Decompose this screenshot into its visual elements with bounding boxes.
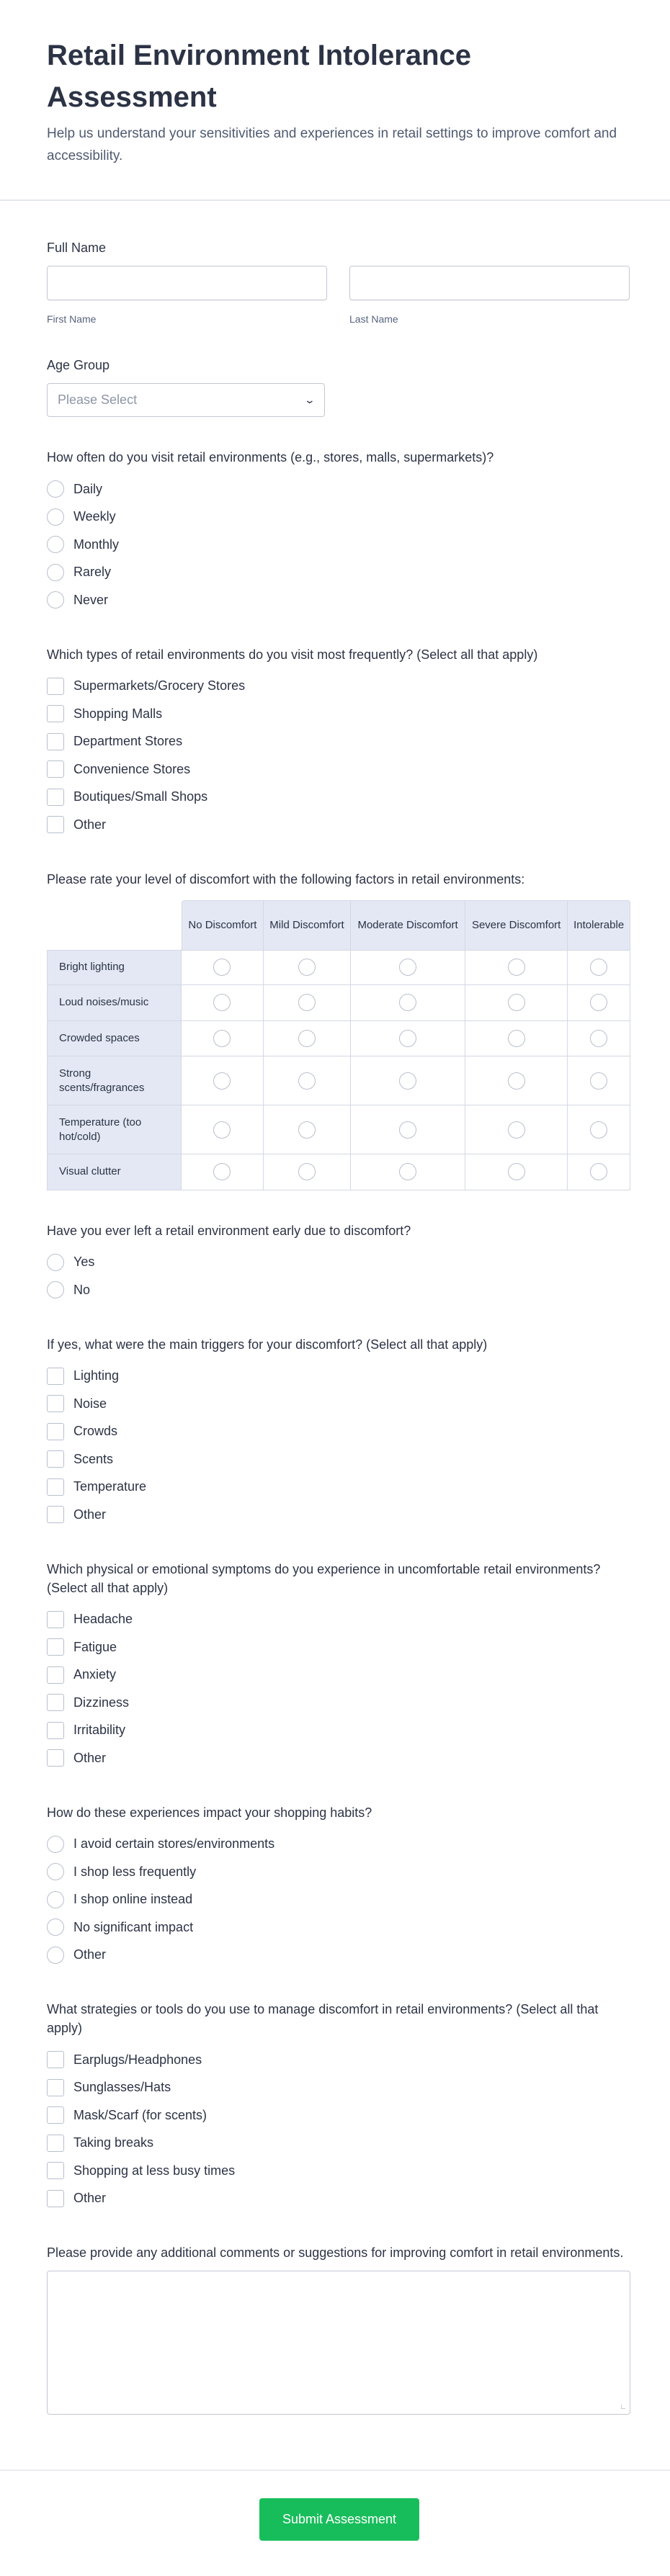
checkbox-option[interactable] <box>47 1501 630 1529</box>
checkbox[interactable] <box>47 705 64 722</box>
checkbox-option[interactable] <box>47 2157 630 2185</box>
radio-button[interactable] <box>47 1918 64 1936</box>
checkbox-option[interactable] <box>47 1633 630 1661</box>
option-label: Shopping Malls <box>73 706 163 721</box>
checkbox-option[interactable] <box>47 673 630 701</box>
matrix-cell[interactable] <box>568 1105 630 1154</box>
checkbox[interactable] <box>47 1749 64 1767</box>
radio-button[interactable] <box>399 994 416 1011</box>
radio-button[interactable] <box>298 1163 316 1180</box>
checkbox-option[interactable] <box>47 2074 630 2102</box>
checkbox[interactable] <box>47 1478 64 1496</box>
matrix-cell[interactable] <box>264 1021 351 1057</box>
option-label: Taking breaks <box>73 2135 154 2150</box>
matrix-corner <box>47 900 182 950</box>
radio-button[interactable] <box>590 1163 607 1180</box>
full-name-field <box>47 238 630 325</box>
page-subtitle: Help us understand your sensitivities and experiences in retail settings to improve comfort and accessibility. <box>47 126 617 163</box>
matrix-cell[interactable] <box>568 1021 630 1057</box>
option-label: Boutiques/Small Shops <box>73 789 208 804</box>
checkbox-option[interactable] <box>47 1717 630 1745</box>
checkbox-option[interactable] <box>47 2101 630 2130</box>
checkbox-option[interactable] <box>47 1661 630 1689</box>
question-label: Have you ever left a retail environment early due to discomfort? <box>47 1223 411 1238</box>
age-group-field <box>47 356 630 417</box>
matrix-column-header: Moderate Discomfort <box>351 900 465 950</box>
option-label: Other <box>73 1507 107 1522</box>
checkbox-option[interactable] <box>47 700 630 728</box>
matrix-cell[interactable] <box>465 1154 568 1190</box>
radio-option[interactable] <box>47 475 630 503</box>
radio-button[interactable] <box>213 1072 231 1090</box>
matrix-cell[interactable] <box>351 1105 465 1154</box>
frequency-question <box>47 448 630 614</box>
checkbox[interactable] <box>47 1638 64 1656</box>
radio-option[interactable] <box>47 1249 630 1277</box>
radio-button[interactable] <box>399 1072 416 1090</box>
comments-field <box>47 2243 630 2415</box>
radio-button[interactable] <box>508 994 525 1011</box>
checkbox[interactable] <box>47 1395 64 1412</box>
page-title: Retail Environment Intolerance Assessment <box>47 40 472 113</box>
radio-button[interactable] <box>47 564 64 581</box>
chevron-down-icon: ⌄ <box>303 394 316 405</box>
matrix-cell[interactable] <box>568 1056 630 1105</box>
checkbox-option[interactable] <box>47 811 630 839</box>
matrix-row <box>47 1056 630 1105</box>
radio-button[interactable] <box>508 1072 525 1090</box>
matrix-row <box>47 1105 630 1154</box>
discomfort-matrix <box>47 900 630 1190</box>
radio-option[interactable] <box>47 1276 630 1304</box>
checkbox[interactable] <box>47 760 64 778</box>
option-label: Department Stores <box>73 734 183 749</box>
radio-button[interactable] <box>213 959 231 976</box>
comments-label: Please provide any additional comments or suggestions for improving comfort in retail environments. <box>47 2245 624 2260</box>
checkbox[interactable] <box>47 2190 64 2207</box>
option-label: Dizziness <box>73 1695 130 1710</box>
question-label: What strategies or tools do you use to manage discomfort in retail environments? (Select all that apply) <box>47 2002 599 2035</box>
matrix-cell[interactable] <box>182 985 264 1021</box>
checkbox-option[interactable] <box>47 1363 630 1391</box>
option-label: Other <box>73 1750 107 1765</box>
radio-button[interactable] <box>508 1163 525 1180</box>
last-name-sublabel: Last Name <box>349 313 398 325</box>
radio-button[interactable] <box>47 536 64 553</box>
matrix-row <box>47 1021 630 1057</box>
submit-assessment-button[interactable]: Submit Assessment <box>259 2498 419 2541</box>
radio-button[interactable] <box>399 1163 416 1180</box>
matrix-row-label: Crowded spaces <box>47 1021 182 1057</box>
option-label: Other <box>73 817 107 832</box>
matrix-cell[interactable] <box>351 985 465 1021</box>
matrix-column-header: Severe Discomfort <box>465 900 568 950</box>
checkbox-option[interactable] <box>47 728 630 756</box>
matrix-cell[interactable] <box>182 1056 264 1105</box>
checkbox[interactable] <box>47 1722 64 1739</box>
option-label: Anxiety <box>73 1667 117 1682</box>
checkbox[interactable] <box>47 2106 64 2124</box>
first-name-input[interactable] <box>47 266 327 300</box>
option-label: Yes <box>73 1255 95 1270</box>
matrix-cell[interactable] <box>264 985 351 1021</box>
matrix-cell[interactable] <box>351 950 465 986</box>
option-label: Headache <box>73 1612 133 1627</box>
radio-button[interactable] <box>590 1072 607 1090</box>
checkbox-option[interactable] <box>47 755 630 784</box>
radio-button[interactable] <box>508 1030 525 1047</box>
matrix-cell[interactable] <box>465 1056 568 1105</box>
option-label: Supermarkets/Grocery Stores <box>73 678 246 694</box>
option-label: I shop online instead <box>73 1892 193 1907</box>
radio-button[interactable] <box>399 959 416 976</box>
question-label: How often do you visit retail environments (e.g., stores, malls, supermarkets)? <box>47 450 494 465</box>
option-label: Other <box>73 1947 107 1962</box>
option-label: Mask/Scarf (for scents) <box>73 2107 207 2122</box>
resize-handle-icon[interactable]: ∟ <box>620 2403 627 2411</box>
full-name-label: Full Name <box>47 241 107 255</box>
radio-button[interactable] <box>47 1281 64 1298</box>
matrix-cell[interactable] <box>182 1105 264 1154</box>
option-label: I avoid certain stores/environments <box>73 1836 275 1852</box>
radio-option[interactable] <box>47 1886 630 1914</box>
radio-option[interactable] <box>47 531 630 559</box>
radio-option[interactable] <box>47 559 630 587</box>
option-label: Shopping at less busy times <box>73 2163 236 2178</box>
option-label: Earplugs/Headphones <box>73 2052 202 2067</box>
left-early-question <box>47 1221 630 1304</box>
question-label: If yes, what were the main triggers for your discomfort? (Select all that apply) <box>47 1337 488 1352</box>
option-label: Fatigue <box>73 1639 117 1654</box>
matrix-cell[interactable] <box>264 1154 351 1190</box>
checkbox[interactable] <box>47 2162 64 2179</box>
checkbox[interactable] <box>47 1450 64 1468</box>
radio-button[interactable] <box>508 959 525 976</box>
comments-textarea[interactable] <box>47 2271 630 2415</box>
matrix-cell[interactable] <box>182 1021 264 1057</box>
question-label: Which types of retail environments do you visit most frequently? (Select all that apply) <box>47 647 538 662</box>
option-label: Monthly <box>73 537 120 552</box>
radio-option[interactable] <box>47 503 630 531</box>
checkbox[interactable] <box>47 1368 64 1385</box>
matrix-cell[interactable] <box>568 1154 630 1190</box>
checkbox[interactable] <box>47 789 64 806</box>
matrix-row-label: Visual clutter <box>47 1154 182 1190</box>
radio-button[interactable] <box>590 1030 607 1047</box>
radio-option[interactable] <box>47 1913 630 1942</box>
last-name-input[interactable] <box>349 266 630 300</box>
checkbox[interactable] <box>47 1423 64 1440</box>
checkbox-option[interactable] <box>47 1689 630 1717</box>
radio-option[interactable] <box>47 586 630 614</box>
radio-option[interactable] <box>47 1831 630 1859</box>
checkbox-option[interactable] <box>47 1390 630 1418</box>
radio-option[interactable] <box>47 1858 630 1886</box>
radio-button[interactable] <box>213 994 231 1011</box>
checkbox-option[interactable] <box>47 1744 630 1772</box>
radio-button[interactable] <box>47 591 64 609</box>
matrix-row-label: Strong scents/fragrances <box>47 1056 182 1105</box>
matrix-row <box>47 1154 630 1190</box>
strategies-question <box>47 2000 630 2212</box>
option-label: No significant impact <box>73 1919 194 1934</box>
radio-button[interactable] <box>47 1947 64 1964</box>
radio-button[interactable] <box>47 1863 64 1880</box>
option-label: Crowds <box>73 1424 118 1439</box>
matrix-column-header: Intolerable <box>568 900 630 950</box>
radio-button[interactable] <box>213 1030 231 1047</box>
radio-button[interactable] <box>399 1030 416 1047</box>
radio-button[interactable] <box>213 1163 231 1180</box>
option-label: Sunglasses/Hats <box>73 2080 171 2095</box>
radio-option[interactable] <box>47 1942 630 1970</box>
checkbox[interactable] <box>47 1666 64 1684</box>
matrix-row <box>47 950 630 986</box>
radio-button[interactable] <box>298 959 316 976</box>
checkbox[interactable] <box>47 2051 64 2068</box>
radio-button[interactable] <box>213 1121 231 1139</box>
matrix-row-label: Loud noises/music <box>47 985 182 1021</box>
form-header <box>0 0 670 201</box>
age-group-placeholder: Please Select <box>58 392 138 407</box>
radio-button[interactable] <box>590 994 607 1011</box>
option-label: Convenience Stores <box>73 761 191 776</box>
matrix-column-header: No Discomfort <box>182 900 264 950</box>
matrix-row <box>47 985 630 1021</box>
first-name-sublabel: First Name <box>47 313 97 325</box>
discomfort-matrix-question <box>47 870 630 1190</box>
checkbox-option[interactable] <box>47 784 630 812</box>
matrix-cell[interactable] <box>465 950 568 986</box>
form-footer <box>0 2469 670 2576</box>
radio-button[interactable] <box>47 1836 64 1853</box>
matrix-label: Please rate your level of discomfort with the following factors in retail environments: <box>47 871 525 887</box>
radio-button[interactable] <box>298 994 316 1011</box>
matrix-cell[interactable] <box>568 950 630 986</box>
question-label: Which physical or emotional symptoms do you experience in uncomfortable retail environments? (Select all that apply) <box>47 1561 601 1595</box>
matrix-cell[interactable] <box>465 1021 568 1057</box>
impact-question <box>47 1803 630 1970</box>
matrix-cell[interactable] <box>264 1056 351 1105</box>
option-label: Scents <box>73 1451 114 1466</box>
checkbox[interactable] <box>47 2135 64 2152</box>
radio-button[interactable] <box>298 1072 316 1090</box>
checkbox-option[interactable] <box>47 1418 630 1446</box>
matrix-cell[interactable] <box>182 950 264 986</box>
matrix-row-label: Temperature (too hot/cold) <box>47 1105 182 1154</box>
matrix-cell[interactable] <box>568 985 630 1021</box>
option-label: Temperature <box>73 1479 147 1494</box>
option-label: Lighting <box>73 1368 120 1383</box>
matrix-cell[interactable] <box>182 1154 264 1190</box>
radio-button[interactable] <box>508 1121 525 1139</box>
radio-button[interactable] <box>47 508 64 526</box>
matrix-cell[interactable] <box>264 950 351 986</box>
triggers-question <box>47 1335 630 1529</box>
checkbox-option[interactable] <box>47 2130 630 2158</box>
age-group-select[interactable] <box>47 383 325 417</box>
option-label: I shop less frequently <box>73 1864 197 1879</box>
checkbox[interactable] <box>47 1694 64 1711</box>
radio-button[interactable] <box>298 1030 316 1047</box>
matrix-cell[interactable] <box>465 985 568 1021</box>
checkbox-option[interactable] <box>47 2046 630 2074</box>
checkbox-option[interactable] <box>47 2185 630 2213</box>
radio-button[interactable] <box>47 1891 64 1908</box>
matrix-cell[interactable] <box>351 1021 465 1057</box>
option-label: Never <box>73 592 109 607</box>
option-label: Other <box>73 2191 107 2206</box>
radio-button[interactable] <box>47 480 64 498</box>
radio-button[interactable] <box>399 1121 416 1139</box>
radio-button[interactable] <box>298 1121 316 1139</box>
option-label: Daily <box>73 481 103 496</box>
retail-types-question <box>47 645 630 839</box>
checkbox[interactable] <box>47 816 64 833</box>
checkbox-option[interactable] <box>47 1473 630 1502</box>
matrix-cell[interactable] <box>465 1105 568 1154</box>
radio-button[interactable] <box>590 1121 607 1139</box>
checkbox[interactable] <box>47 1506 64 1523</box>
radio-button[interactable] <box>590 959 607 976</box>
option-label: Irritability <box>73 1723 126 1738</box>
matrix-cell[interactable] <box>351 1154 465 1190</box>
assessment-form <box>0 201 670 2415</box>
age-group-label: Age Group <box>47 358 110 372</box>
radio-button[interactable] <box>47 1254 64 1271</box>
option-label: Noise <box>73 1396 107 1411</box>
matrix-column-header: Mild Discomfort <box>264 900 351 950</box>
matrix-cell[interactable] <box>351 1056 465 1105</box>
option-label: No <box>73 1282 91 1297</box>
question-label: How do these experiences impact your shopping habits? <box>47 1805 372 1820</box>
matrix-row-label: Bright lighting <box>47 950 182 986</box>
checkbox[interactable] <box>47 678 64 695</box>
matrix-cell[interactable] <box>264 1105 351 1154</box>
option-label: Rarely <box>73 565 112 580</box>
option-label: Weekly <box>73 509 116 524</box>
checkbox-option[interactable] <box>47 1606 630 1634</box>
symptoms-question <box>47 1560 630 1772</box>
checkbox[interactable] <box>47 2079 64 2096</box>
checkbox[interactable] <box>47 1611 64 1628</box>
checkbox[interactable] <box>47 733 64 750</box>
checkbox-option[interactable] <box>47 1445 630 1473</box>
